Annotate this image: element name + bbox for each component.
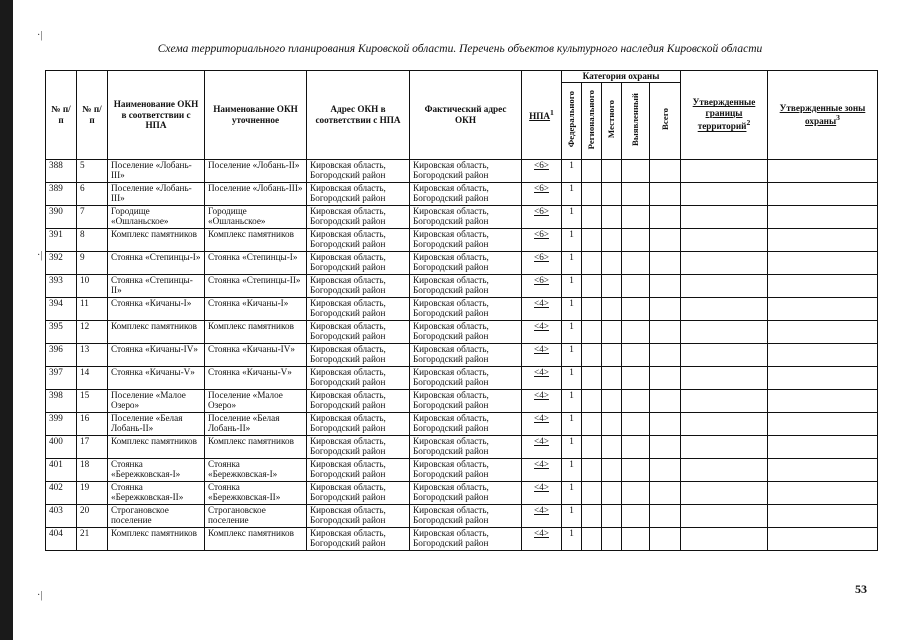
cell-cat-local (602, 251, 622, 274)
table-row (46, 251, 878, 274)
header-cat-regional (582, 82, 602, 159)
cell-name-refined: Стоянка «Кичаны-IV» (205, 343, 307, 366)
table-row (46, 205, 878, 228)
page-number: 53 (855, 582, 867, 596)
header-cat-federal (562, 82, 582, 159)
cell-approved-zones (768, 182, 878, 205)
cell-cat-local (602, 481, 622, 504)
cell-local-number: 18 (77, 458, 108, 481)
header-approved-borders-footnote: 2 (746, 118, 751, 128)
cell-approved-zones (768, 481, 878, 504)
cell-address-actual: Кировская область, Богородский район (410, 205, 522, 228)
cell-cat-regional (582, 297, 602, 320)
cell-cat-regional (582, 159, 602, 182)
cell-npa: <4> (522, 389, 562, 412)
cell-cat-total (650, 458, 681, 481)
cell-cat-identified (622, 343, 650, 366)
cell-cat-total (650, 435, 681, 458)
cell-row-number: 390 (46, 205, 77, 228)
cell-row-number: 394 (46, 297, 77, 320)
cell-cat-total (650, 389, 681, 412)
cell-row-number: 392 (46, 251, 77, 274)
cell-cat-regional (582, 343, 602, 366)
cell-cat-local (602, 182, 622, 205)
cell-local-number: 16 (77, 412, 108, 435)
cell-cat-regional (582, 182, 602, 205)
cell-row-number: 397 (46, 366, 77, 389)
cell-cat-identified (622, 297, 650, 320)
okn-table (45, 70, 878, 551)
cell-address-actual: Кировская область, Богородский район (410, 343, 522, 366)
cell-approved-borders (681, 343, 768, 366)
cell-address-npa: Кировская область, Богородский район (307, 297, 410, 320)
cell-approved-zones (768, 343, 878, 366)
cell-approved-borders (681, 159, 768, 182)
cell-name-npa: Стоянка «Бережковская-I» (108, 458, 205, 481)
header-category-group: Категория охраны (562, 71, 681, 83)
cell-name-refined: Комплекс памятников (205, 527, 307, 550)
header-cat-total (650, 82, 681, 159)
cell-cat-federal: 1 (562, 366, 582, 389)
cell-cat-total (650, 481, 681, 504)
cell-approved-zones (768, 251, 878, 274)
cell-cat-total (650, 527, 681, 550)
cell-row-number: 404 (46, 527, 77, 550)
cell-cat-local (602, 159, 622, 182)
cell-address-actual: Кировская область, Богородский район (410, 297, 522, 320)
cell-cat-identified (622, 159, 650, 182)
table-row (46, 159, 878, 182)
cell-address-npa: Кировская область, Богородский район (307, 389, 410, 412)
scan-mark: ·| (37, 30, 43, 41)
cell-row-number: 391 (46, 228, 77, 251)
page-title: Схема территориального планирования Кировской области. Перечень объектов культурного наследия Кировской области (157, 43, 763, 55)
header-col-no: № п/п (46, 71, 77, 160)
cell-local-number: 17 (77, 435, 108, 458)
cell-cat-local (602, 205, 622, 228)
cell-name-npa: Комплекс памятников (108, 527, 205, 550)
cell-local-number: 7 (77, 205, 108, 228)
header-cat-federal-label: Федерального (566, 91, 577, 148)
cell-approved-zones (768, 366, 878, 389)
cell-cat-total (650, 504, 681, 527)
cell-approved-borders (681, 389, 768, 412)
cell-cat-local (602, 320, 622, 343)
header-cat-identified-label: Выявленный (630, 92, 641, 146)
cell-address-actual: Кировская область, Богородский район (410, 182, 522, 205)
cell-address-actual: Кировская область, Богородский район (410, 251, 522, 274)
cell-cat-total (650, 228, 681, 251)
cell-cat-total (650, 205, 681, 228)
cell-approved-zones (768, 527, 878, 550)
cell-approved-borders (681, 527, 768, 550)
cell-name-refined: Комплекс памятников (205, 228, 307, 251)
cell-approved-borders (681, 205, 768, 228)
cell-address-npa: Кировская область, Богородский район (307, 435, 410, 458)
cell-cat-identified (622, 228, 650, 251)
cell-cat-federal: 1 (562, 527, 582, 550)
cell-row-number: 393 (46, 274, 77, 297)
cell-cat-total (650, 274, 681, 297)
cell-address-npa: Кировская область, Богородский район (307, 527, 410, 550)
cell-address-actual: Кировская область, Богородский район (410, 481, 522, 504)
cell-address-actual: Кировская область, Богородский район (410, 228, 522, 251)
cell-address-npa: Кировская область, Богородский район (307, 205, 410, 228)
cell-address-actual: Кировская область, Богородский район (410, 412, 522, 435)
table-row (46, 504, 878, 527)
cell-address-actual: Кировская область, Богородский район (410, 320, 522, 343)
cell-cat-federal: 1 (562, 458, 582, 481)
cell-address-actual: Кировская область, Богородский район (410, 366, 522, 389)
header-cat-identified (622, 82, 650, 159)
cell-cat-regional (582, 504, 602, 527)
cell-address-actual: Кировская область, Богородский район (410, 274, 522, 297)
table-row (46, 412, 878, 435)
table-row (46, 389, 878, 412)
cell-cat-total (650, 412, 681, 435)
cell-row-number: 388 (46, 159, 77, 182)
cell-name-refined: Поселение «Лобань-II» (205, 159, 307, 182)
cell-cat-regional (582, 481, 602, 504)
header-cat-local (602, 82, 622, 159)
cell-approved-borders (681, 481, 768, 504)
cell-address-npa: Кировская область, Богородский район (307, 159, 410, 182)
header-npa (522, 71, 562, 160)
cell-approved-zones (768, 435, 878, 458)
cell-npa: <4> (522, 412, 562, 435)
cell-name-refined: Поселение «Лобань-III» (205, 182, 307, 205)
cell-cat-federal: 1 (562, 320, 582, 343)
cell-name-refined: Стоянка «Степинцы-I» (205, 251, 307, 274)
cell-approved-borders (681, 366, 768, 389)
cell-name-refined: Комплекс памятников (205, 320, 307, 343)
cell-npa: <4> (522, 458, 562, 481)
table-row (46, 366, 878, 389)
cell-local-number: 9 (77, 251, 108, 274)
cell-npa: <6> (522, 228, 562, 251)
cell-cat-regional (582, 320, 602, 343)
cell-cat-regional (582, 458, 602, 481)
header-approved-borders-label: Утвержденные границы территорий (692, 97, 756, 132)
cell-cat-identified (622, 412, 650, 435)
cell-cat-local (602, 366, 622, 389)
cell-npa: <4> (522, 435, 562, 458)
header-npa-label: НПА (529, 111, 551, 122)
header-address-npa: Адрес ОКН в соответствии с НПА (307, 71, 410, 160)
cell-cat-identified (622, 389, 650, 412)
cell-name-refined: Поселение «Малое Озеро» (205, 389, 307, 412)
cell-cat-total (650, 320, 681, 343)
table-body (46, 159, 878, 550)
cell-address-actual: Кировская область, Богородский район (410, 389, 522, 412)
cell-npa: <4> (522, 366, 562, 389)
cell-approved-borders (681, 297, 768, 320)
cell-name-npa: Стоянка «Степинцы-I» (108, 251, 205, 274)
cell-cat-total (650, 366, 681, 389)
header-approved-borders (681, 71, 768, 160)
cell-row-number: 396 (46, 343, 77, 366)
cell-local-number: 5 (77, 159, 108, 182)
cell-local-number: 13 (77, 343, 108, 366)
cell-npa: <6> (522, 159, 562, 182)
cell-cat-federal: 1 (562, 251, 582, 274)
cell-cat-identified (622, 182, 650, 205)
cell-name-refined: Стоянка «Степинцы-II» (205, 274, 307, 297)
cell-cat-federal: 1 (562, 182, 582, 205)
cell-name-refined: Стоянка «Бережковская-II» (205, 481, 307, 504)
cell-approved-zones (768, 297, 878, 320)
cell-cat-local (602, 435, 622, 458)
cell-npa: <6> (522, 182, 562, 205)
cell-cat-federal: 1 (562, 205, 582, 228)
cell-cat-total (650, 182, 681, 205)
cell-address-npa: Кировская область, Богородский район (307, 366, 410, 389)
cell-address-npa: Кировская область, Богородский район (307, 320, 410, 343)
cell-cat-regional (582, 251, 602, 274)
cell-cat-regional (582, 435, 602, 458)
cell-cat-federal: 1 (562, 504, 582, 527)
cell-cat-total (650, 159, 681, 182)
header-cat-total-label: Всего (659, 108, 670, 131)
cell-npa: <6> (522, 205, 562, 228)
cell-address-npa: Кировская область, Богородский район (307, 343, 410, 366)
cell-cat-local (602, 458, 622, 481)
cell-address-actual: Кировская область, Богородский район (410, 504, 522, 527)
cell-name-npa: Поселение «Белая Лобань-II» (108, 412, 205, 435)
cell-name-npa: Поселение «Малое Озеро» (108, 389, 205, 412)
cell-cat-regional (582, 389, 602, 412)
header-address-actual: Фактический адрес ОКН (410, 71, 522, 160)
cell-cat-regional (582, 228, 602, 251)
cell-row-number: 395 (46, 320, 77, 343)
scan-mark: ·| (37, 250, 43, 261)
cell-address-actual: Кировская область, Богородский район (410, 159, 522, 182)
cell-cat-regional (582, 205, 602, 228)
cell-local-number: 12 (77, 320, 108, 343)
cell-cat-federal: 1 (562, 228, 582, 251)
cell-npa: <6> (522, 274, 562, 297)
table-row (46, 182, 878, 205)
cell-address-npa: Кировская область, Богородский район (307, 504, 410, 527)
cell-approved-borders (681, 458, 768, 481)
cell-approved-zones (768, 228, 878, 251)
header-name-npa: Наименование ОКН в соответствии с НПА (108, 71, 205, 160)
cell-cat-regional (582, 274, 602, 297)
cell-name-npa: Стоянка «Бережковская-II» (108, 481, 205, 504)
cell-name-npa: Комплекс памятников (108, 435, 205, 458)
cell-approved-zones (768, 274, 878, 297)
cell-row-number: 398 (46, 389, 77, 412)
cell-address-npa: Кировская область, Богородский район (307, 228, 410, 251)
cell-local-number: 21 (77, 527, 108, 550)
cell-cat-total (650, 251, 681, 274)
cell-name-refined: Стоянка «Бережковская-I» (205, 458, 307, 481)
cell-row-number: 401 (46, 458, 77, 481)
cell-name-refined: Стоянка «Кичаны-V» (205, 366, 307, 389)
table-row (46, 228, 878, 251)
cell-npa: <4> (522, 481, 562, 504)
cell-name-npa: Городище «Ошланьское» (108, 205, 205, 228)
cell-approved-borders (681, 504, 768, 527)
cell-row-number: 399 (46, 412, 77, 435)
cell-address-npa: Кировская область, Богородский район (307, 182, 410, 205)
cell-npa: <4> (522, 297, 562, 320)
cell-approved-zones (768, 320, 878, 343)
cell-local-number: 8 (77, 228, 108, 251)
cell-cat-federal: 1 (562, 412, 582, 435)
cell-cat-identified (622, 458, 650, 481)
scan-mark: ·| (37, 590, 43, 601)
table-row (46, 435, 878, 458)
cell-approved-zones (768, 205, 878, 228)
cell-local-number: 10 (77, 274, 108, 297)
cell-local-number: 6 (77, 182, 108, 205)
cell-name-refined: Поселение «Белая Лобань-II» (205, 412, 307, 435)
header-cat-local-label: Местного (606, 100, 617, 139)
cell-cat-total (650, 343, 681, 366)
cell-name-npa: Стоянка «Кичаны-V» (108, 366, 205, 389)
cell-cat-federal: 1 (562, 159, 582, 182)
cell-approved-zones (768, 412, 878, 435)
cell-cat-identified (622, 527, 650, 550)
cell-row-number: 403 (46, 504, 77, 527)
cell-row-number: 389 (46, 182, 77, 205)
cell-address-npa: Кировская область, Богородский район (307, 251, 410, 274)
cell-cat-federal: 1 (562, 481, 582, 504)
cell-local-number: 11 (77, 297, 108, 320)
cell-local-number: 14 (77, 366, 108, 389)
cell-cat-local (602, 412, 622, 435)
cell-cat-total (650, 297, 681, 320)
cell-cat-local (602, 389, 622, 412)
cell-cat-federal: 1 (562, 389, 582, 412)
cell-cat-regional (582, 366, 602, 389)
cell-name-npa: Стоянка «Кичаны-I» (108, 297, 205, 320)
cell-name-npa: Комплекс памятников (108, 228, 205, 251)
cell-cat-identified (622, 504, 650, 527)
cell-cat-identified (622, 205, 650, 228)
cell-approved-zones (768, 159, 878, 182)
cell-cat-identified (622, 435, 650, 458)
cell-approved-borders (681, 274, 768, 297)
cell-name-refined: Комплекс памятников (205, 435, 307, 458)
cell-local-number: 19 (77, 481, 108, 504)
cell-cat-local (602, 297, 622, 320)
cell-cat-identified (622, 274, 650, 297)
header-approved-zones-footnote: 3 (836, 113, 840, 123)
table-row (46, 274, 878, 297)
cell-local-number: 20 (77, 504, 108, 527)
cell-cat-local (602, 343, 622, 366)
table-row (46, 343, 878, 366)
cell-name-npa: Стоянка «Кичаны-IV» (108, 343, 205, 366)
cell-cat-identified (622, 366, 650, 389)
cell-cat-regional (582, 412, 602, 435)
cell-cat-federal: 1 (562, 435, 582, 458)
cell-name-npa: Поселение «Лобань-III» (108, 159, 205, 182)
cell-approved-borders (681, 228, 768, 251)
cell-npa: <4> (522, 320, 562, 343)
cell-address-actual: Кировская область, Богородский район (410, 527, 522, 550)
cell-approved-borders (681, 251, 768, 274)
cell-approved-borders (681, 182, 768, 205)
cell-approved-zones (768, 458, 878, 481)
cell-npa: <4> (522, 504, 562, 527)
header-cat-regional-label: Регионального (586, 89, 597, 149)
scan-edge-bar (0, 0, 13, 640)
cell-local-number: 15 (77, 389, 108, 412)
header-npa-footnote: 1 (550, 107, 554, 117)
cell-address-actual: Кировская область, Богородский район (410, 458, 522, 481)
cell-approved-borders (681, 435, 768, 458)
cell-address-actual: Кировская область, Богородский район (410, 435, 522, 458)
cell-cat-local (602, 527, 622, 550)
cell-cat-regional (582, 527, 602, 550)
cell-approved-borders (681, 320, 768, 343)
table-row (46, 527, 878, 550)
header-name-refined: Наименование ОКН уточненное (205, 71, 307, 160)
cell-name-refined: Стоянка «Кичаны-I» (205, 297, 307, 320)
cell-cat-identified (622, 481, 650, 504)
cell-cat-federal: 1 (562, 297, 582, 320)
header-approved-zones (768, 71, 878, 160)
table-row (46, 320, 878, 343)
cell-address-npa: Кировская область, Богородский район (307, 458, 410, 481)
cell-name-npa: Поселение «Лобань-III» (108, 182, 205, 205)
cell-address-npa: Кировская область, Богородский район (307, 481, 410, 504)
header-approved-zones-label: Утвержденные зоны охраны (779, 102, 866, 127)
cell-cat-identified (622, 320, 650, 343)
cell-approved-zones (768, 389, 878, 412)
cell-approved-borders (681, 412, 768, 435)
cell-name-npa: Комплекс памятников (108, 320, 205, 343)
header-col-no2: № п/п (77, 71, 108, 160)
cell-name-npa: Строгановское поселение (108, 504, 205, 527)
cell-npa: <4> (522, 343, 562, 366)
cell-cat-federal: 1 (562, 274, 582, 297)
cell-cat-identified (622, 251, 650, 274)
cell-cat-local (602, 274, 622, 297)
table-row (46, 297, 878, 320)
cell-name-refined: Строгановское поселение (205, 504, 307, 527)
cell-name-refined: Городище «Ошланьское» (205, 205, 307, 228)
cell-row-number: 402 (46, 481, 77, 504)
cell-name-npa: Стоянка «Степинцы-II» (108, 274, 205, 297)
cell-address-npa: Кировская область, Богородский район (307, 412, 410, 435)
cell-cat-local (602, 504, 622, 527)
cell-cat-local (602, 228, 622, 251)
cell-npa: <4> (522, 527, 562, 550)
cell-npa: <6> (522, 251, 562, 274)
table-row (46, 458, 878, 481)
cell-approved-zones (768, 504, 878, 527)
cell-cat-federal: 1 (562, 343, 582, 366)
cell-row-number: 400 (46, 435, 77, 458)
table-row (46, 481, 878, 504)
cell-address-npa: Кировская область, Богородский район (307, 274, 410, 297)
